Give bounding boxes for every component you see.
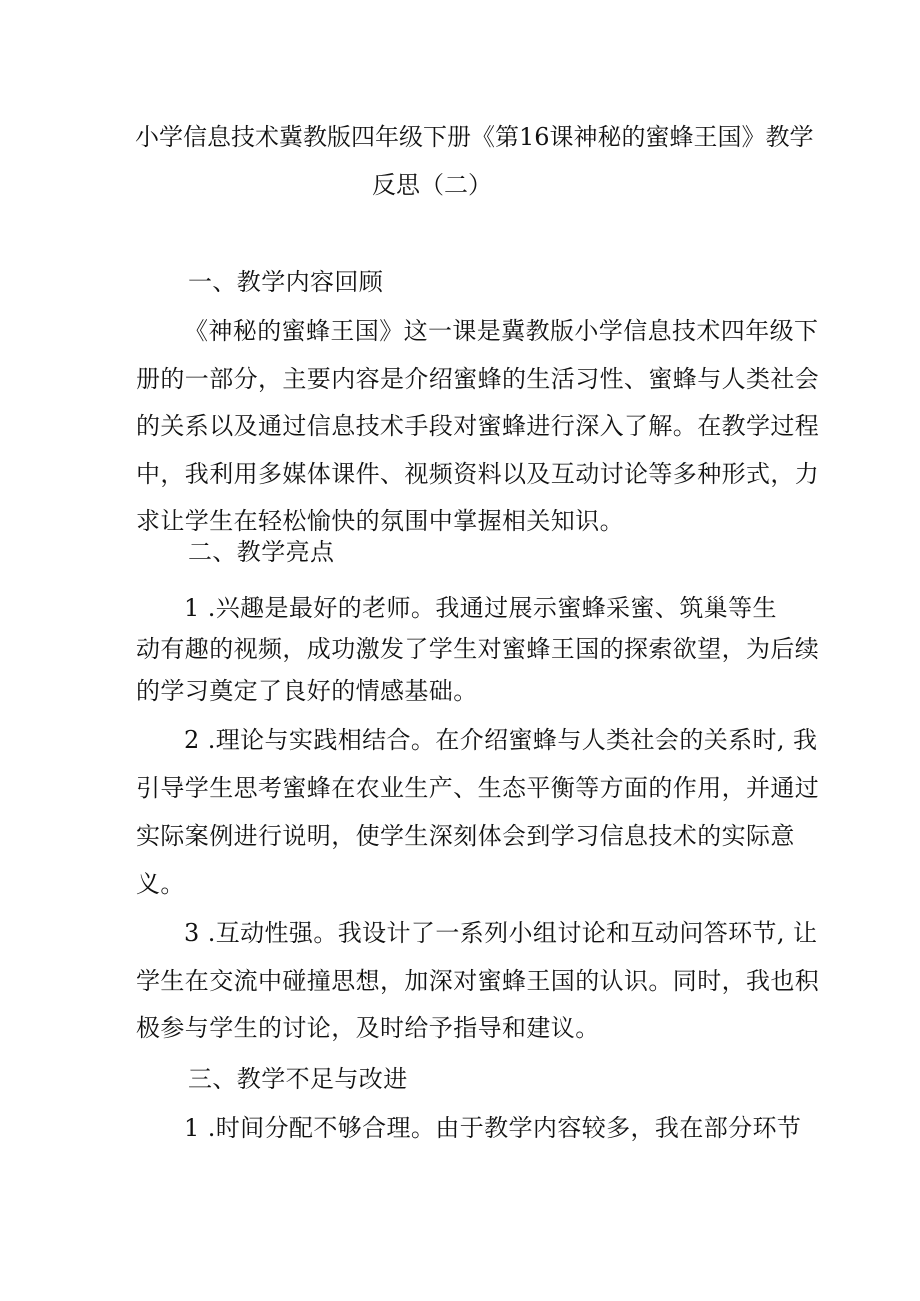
paragraph-review-line-5: 求让学生在轻松愉快的氛围中掌握相关知识。 [136,507,624,535]
highlight-3-line-2: 学生在交流中碰撞思想，加深对蜜蜂王国的认识。同时，我也积 [136,967,820,995]
highlight-3-line-1: 3 .互动性强。我设计了一系列小组讨论和互动问答环节, 让 [184,919,818,947]
document-title-line-2: 反思（二） [372,171,492,199]
highlight-2-line-2: 引导学生思考蜜蜂在农业生产、生态平衡等方面的作用，并通过 [136,774,820,802]
paragraph-review-line-3: 的关系以及通过信息技术手段对蜜蜂进行深入了解。在教学过程 [136,412,820,440]
highlight-2-line-3: 实际案例进行说明，使学生深刻体会到学习信息技术的实际意 [136,822,795,850]
section-heading-shortcomings: 三、教学不足与改进 [188,1065,408,1093]
paragraph-review-line-2: 册的一部分，主要内容是介绍蜜蜂的生活习性、蜜蜂与人类社会 [136,365,820,393]
highlight-2-line-1: 2 .理论与实践相结合。在介绍蜜蜂与人类社会的关系时, 我 [184,726,818,754]
highlight-1-line-1: 1 .兴趣是最好的老师。我通过展示蜜蜂采蜜、筑巢等生 [184,594,777,622]
shortcoming-1-line-1: 1 .时间分配不够合理。由于教学内容较多，我在部分环节 [184,1114,802,1142]
section-heading-highlights: 二、教学亮点 [188,538,335,566]
highlight-1-line-2: 动有趣的视频，成功激发了学生对蜜蜂王国的探索欲望，为后续 [136,635,820,663]
paragraph-review-line-1: 《神秘的蜜蜂王国》这一课是冀教版小学信息技术四年级下 [184,317,819,345]
document-title-line-1: 小学信息技术冀教版四年级下册《第16课神秘的蜜蜂王国》教学 [135,123,814,151]
highlight-3-line-3: 极参与学生的讨论，及时给予指导和建议。 [136,1014,600,1042]
highlight-1-line-3: 的学习奠定了良好的情感基础。 [136,677,478,705]
highlight-2-line-4: 义。 [136,870,185,898]
section-heading-review: 一、教学内容回顾 [188,268,384,296]
paragraph-review-line-4: 中，我利用多媒体课件、视频资料以及互动讨论等多种形式，力 [136,460,820,488]
